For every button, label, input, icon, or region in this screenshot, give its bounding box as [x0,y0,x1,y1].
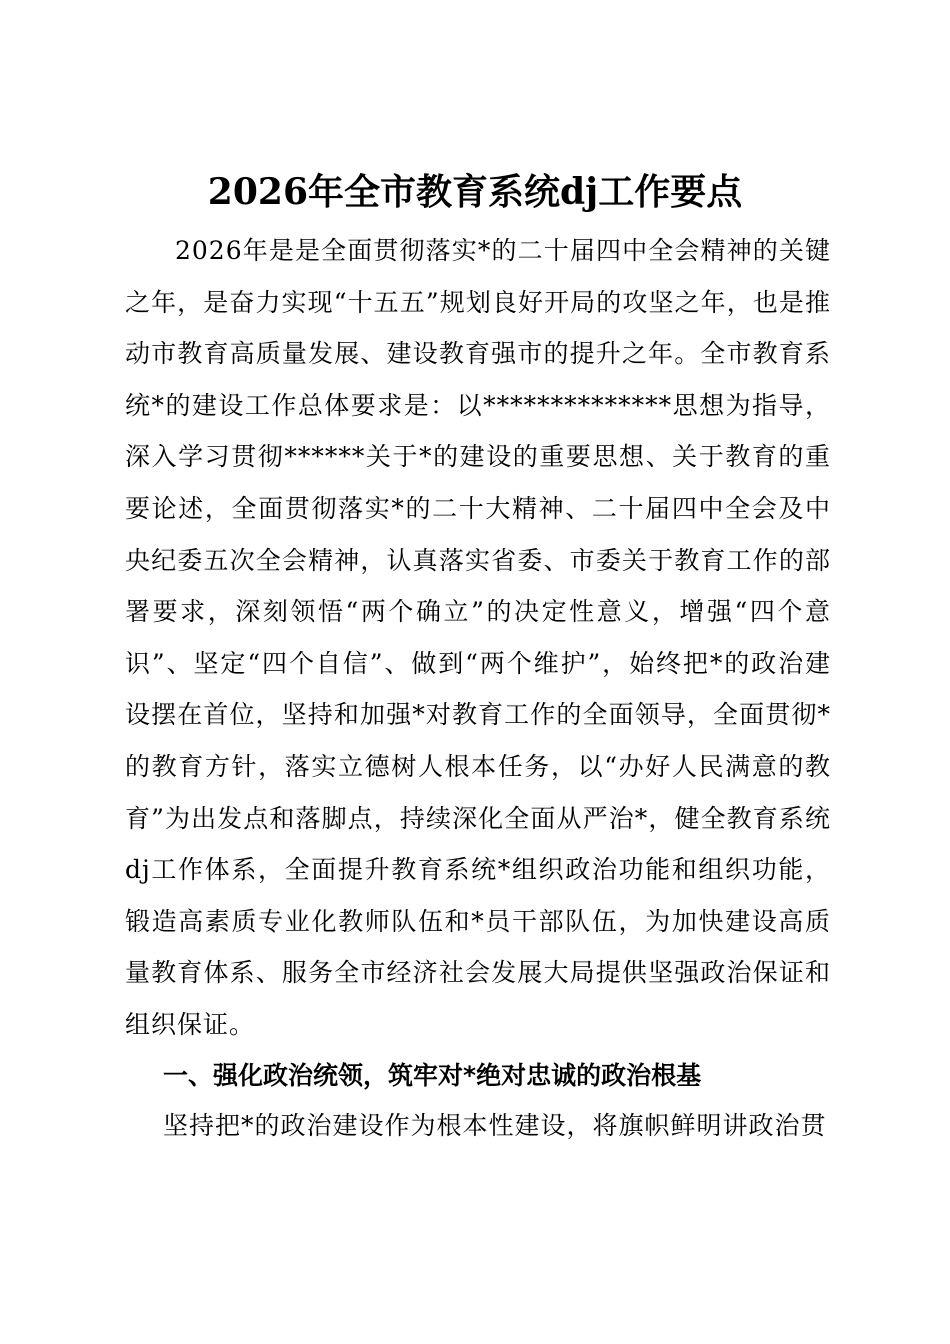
document-title: 2026年全市教育系统dj工作要点 [207,171,743,213]
section-paragraph: 坚持把*的政治建设作为根本性建设，将旗帜鲜明讲政治贯 [163,1111,827,1140]
section-heading: 一、强化政治统领，筑牢对*绝对忠诚的政治根基 [163,1061,702,1090]
intro-paragraph: 2026年是是全面贯彻落实*的二十届四中全会精神的关键之年，是奋力实现“十五五”规划良好开局的攻坚之年，也是推动市教育高质量发展、建设教育强市的提升之年。全市教育系统*的建设工作总体要求是：以**************思想为指导，深入学习贯彻******关于*的建设的重要思想、关于教育的重要论述，全面贯彻落实*的二十大精神、二十届四中全会及中央纪委五次全会精神，认真落实省委、市委关于教育工作的部署要求，深刻领悟“两个确立”的决定性意义，增强“四个意识”、坚定“四个自信”、做到“两个维护”，始终把*的政治建设摆在首位，坚持和加强*对教育工作的全面领导，全面贯彻*的教育方针，落实立德树人根本任务，以“办好人民满意的教育”为出发点和落脚点，持续深化全面从严治*，健全教育系统dj工作体系，全面提升教育系统*组织政治功能和组织功能，锻造高素质专业化教师队伍和*员干部队伍，为加快建设高质量教育体系、服务全市经济社会发展大局提供坚强政治保证和组织保证。 [125,236,831,1039]
